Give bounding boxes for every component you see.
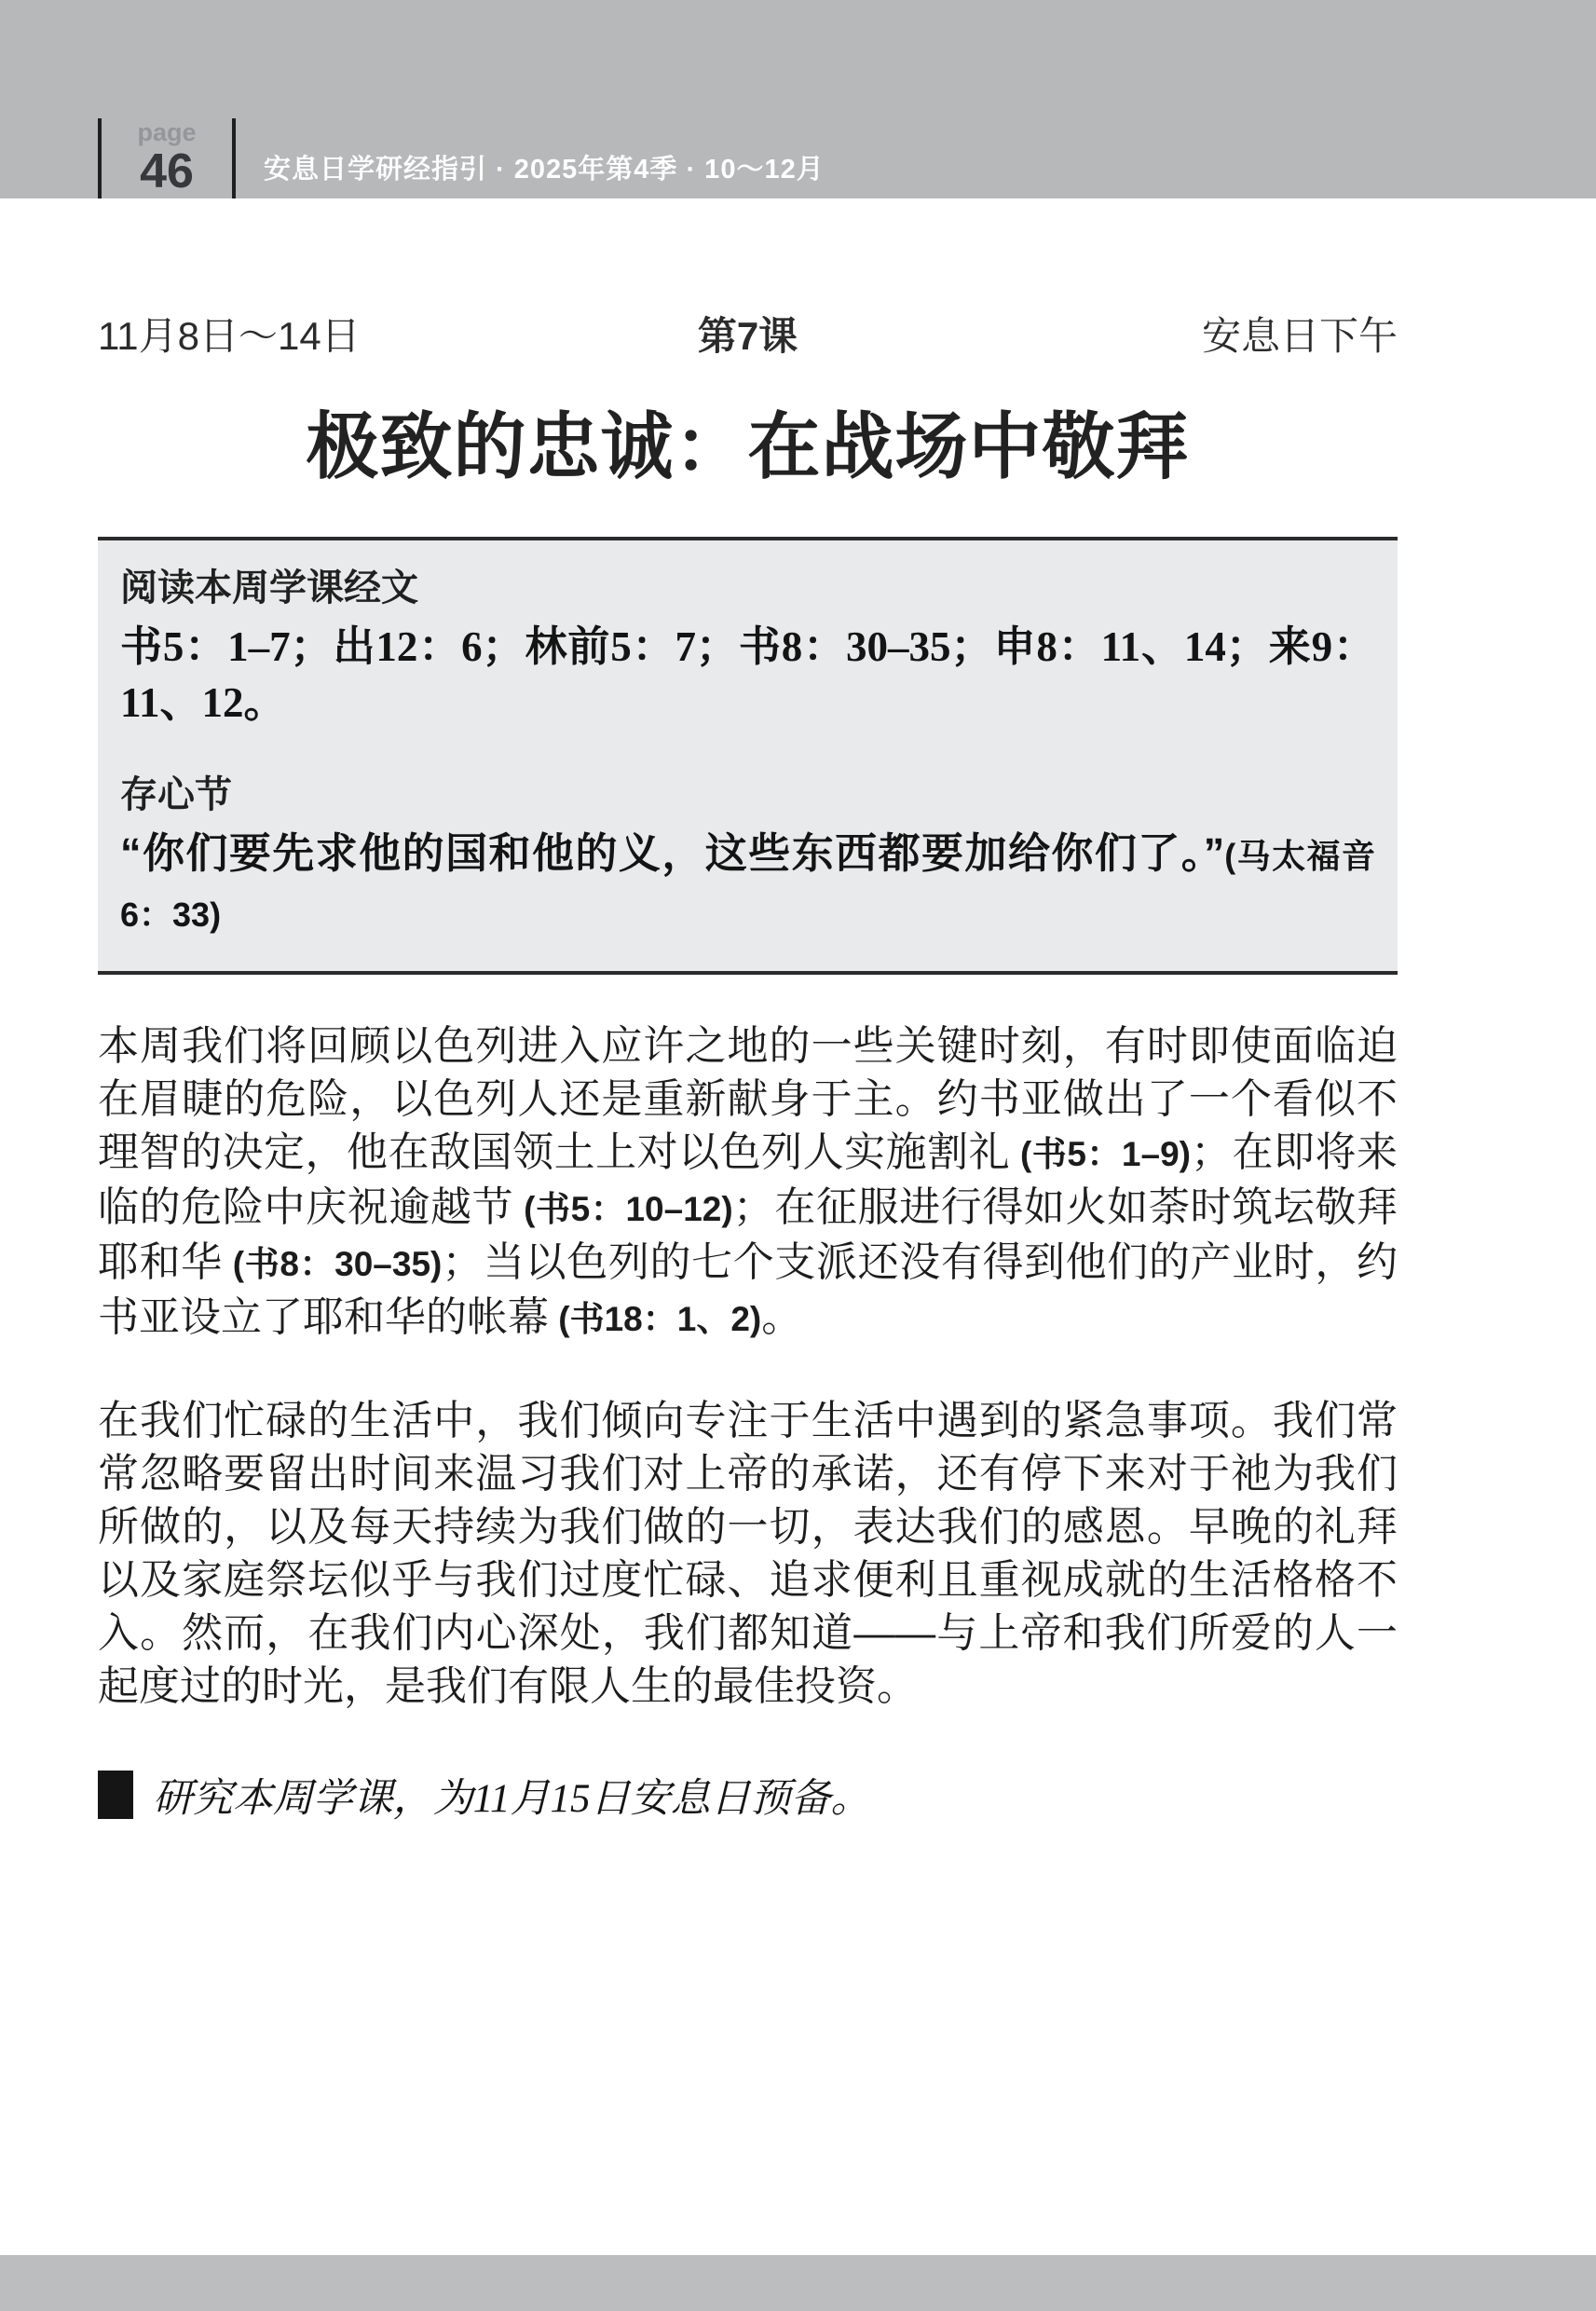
page-label: page (137, 118, 197, 146)
memory-verse-text: “你们要先求他的国和他的义，这些东西都要加给你们了。”(马太福音6：33) (120, 829, 1375, 934)
study-note-text: 研究本周学课，为11月15日安息日预备。 (152, 1777, 871, 1821)
page-header-band (0, 0, 1596, 198)
page-number: 46 (140, 144, 194, 198)
study-note (98, 1771, 1398, 1826)
header-title: 安息日学研经指引 · 2025年第4季 · 10～12月 (264, 155, 825, 185)
memory-verse-heading: 存心节 (120, 774, 232, 815)
scripture-box (98, 537, 1398, 975)
lesson-meta-row (98, 313, 1398, 360)
lesson-title: 极致的忠诚：在战场中敬拜 (306, 406, 1190, 487)
intro-paragraph-1: 本周我们将回顾以色列进入应许之地的一些关键时刻，有时即使面临迫在眉睫的危险，以色列人还是重新献身于主。约书亚做出了一个看似不理智的决定，他在敌国领土上对以色列人实施割礼 (书5：1–9)；在即将来临的危险中庆祝逾越节 (书5：10–12)；在征服进行得如火如荼时筑坛敬拜耶和华 (书8：30–35)；当以色列的七个支派还没有得到他们的产业时，约书亚设立了耶和华的帐幕 (书18：1、2)。 (98, 1023, 1398, 1340)
page-number-tab (98, 118, 236, 198)
session-label: 安息日下午 (1201, 314, 1398, 358)
lesson-number: 第7课 (697, 314, 798, 358)
intro-paragraph-2: 在我们忙碌的生活中，我们倾向专注于生活中遇到的紧急事项。我们常常忽略要留出时间来温习我们对上帝的承诺，还有停下来对于祂为我们所做的，以及每天持续为我们做的一切，表达我们的感恩。早晚的礼拜以及家庭祭坛似乎与我们过度忙碌、追求便利且重视成就的生活格格不入。然而，在我们内心深处，我们都知道——与上帝和我们所爱的人一起度过的时光，是我们有限人生的最佳投资。 (98, 1398, 1398, 1709)
reading-references: 书5：1–7；出12：6；林前5：7；书8：30–35；申8：11、14；来9：11、12。 (120, 623, 1375, 726)
bottom-band (0, 2255, 1596, 2311)
date-range: 11月8日～14日 (98, 314, 361, 358)
lesson-content (98, 198, 1398, 1826)
reading-heading: 阅读本周学课经文 (120, 567, 418, 609)
note-square-icon (98, 1771, 133, 1819)
